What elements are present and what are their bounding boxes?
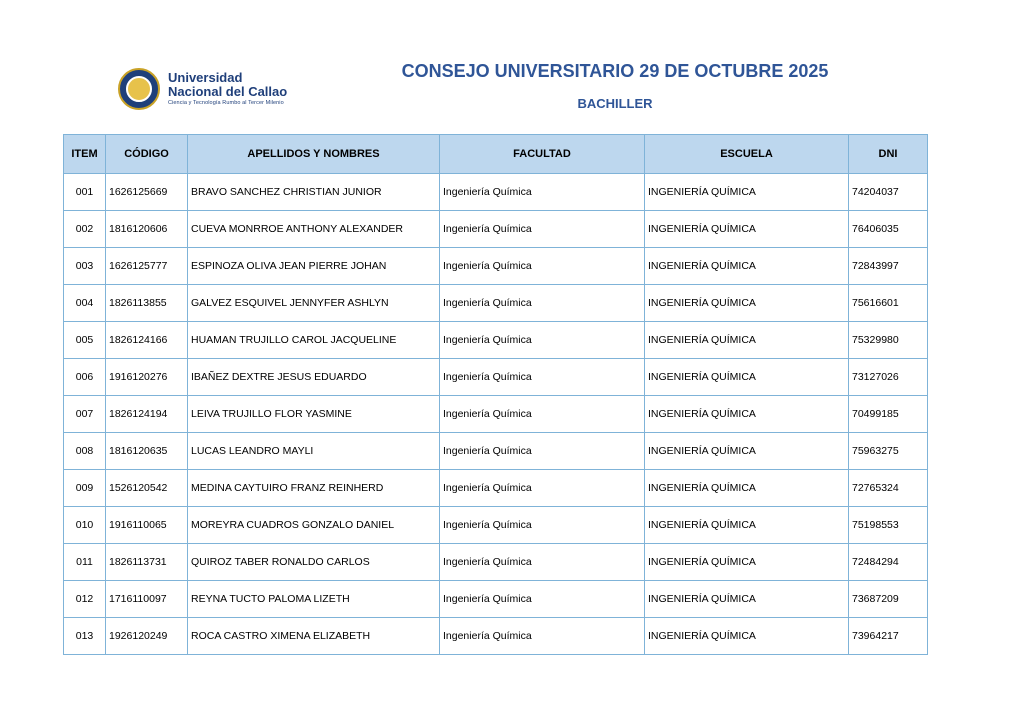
- cell-facultad: Ingeniería Química: [440, 618, 645, 655]
- cell-escuela: INGENIERÍA QUÍMICA: [645, 433, 849, 470]
- cell-codigo: 1526120542: [106, 470, 188, 507]
- cell-item: 004: [64, 285, 106, 322]
- cell-item: 012: [64, 581, 106, 618]
- cell-dni: 73964217: [849, 618, 928, 655]
- table-row: [64, 470, 928, 507]
- cell-nombre: IBAÑEZ DEXTRE JESUS EDUARDO: [188, 359, 440, 396]
- cell-dni: 76406035: [849, 211, 928, 248]
- page-title: CONSEJO UNIVERSITARIO 29 DE OCTUBRE 2025: [401, 61, 829, 81]
- cell-facultad: Ingeniería Química: [440, 544, 645, 581]
- graduates-table: [63, 134, 928, 655]
- cell-facultad: Ingeniería Química: [440, 581, 645, 618]
- cell-facultad: Ingeniería Química: [440, 322, 645, 359]
- cell-nombre: LUCAS LEANDRO MAYLI: [188, 433, 440, 470]
- cell-facultad: Ingeniería Química: [440, 507, 645, 544]
- table-row: [64, 396, 928, 433]
- column-header-escuela: ESCUELA: [645, 135, 849, 174]
- cell-facultad: Ingeniería Química: [440, 433, 645, 470]
- cell-nombre: ROCA CASTRO XIMENA ELIZABETH: [188, 618, 440, 655]
- cell-dni: 75198553: [849, 507, 928, 544]
- cell-codigo: 1716110097: [106, 581, 188, 618]
- cell-item: 007: [64, 396, 106, 433]
- cell-escuela: INGENIERÍA QUÍMICA: [645, 507, 849, 544]
- table-row: [64, 581, 928, 618]
- university-tagline: Ciencia y Tecnología Rumbo al Tercer Milenio: [168, 100, 284, 107]
- table-row: [64, 322, 928, 359]
- cell-dni: 75963275: [849, 433, 928, 470]
- cell-item: 011: [64, 544, 106, 581]
- table-header-row: [64, 135, 928, 174]
- column-header-facultad: FACULTAD: [440, 135, 645, 174]
- cell-escuela: INGENIERÍA QUÍMICA: [645, 544, 849, 581]
- cell-nombre: BRAVO SANCHEZ CHRISTIAN JUNIOR: [188, 174, 440, 211]
- cell-codigo: 1916110065: [106, 507, 188, 544]
- cell-item: 001: [64, 174, 106, 211]
- cell-dni: 74204037: [849, 174, 928, 211]
- column-header-codigo: CÓDIGO: [106, 135, 188, 174]
- cell-item: 003: [64, 248, 106, 285]
- table-row: [64, 285, 928, 322]
- table-row: [64, 174, 928, 211]
- university-logo: [118, 68, 287, 110]
- cell-codigo: 1916120276: [106, 359, 188, 396]
- cell-codigo: 1626125777: [106, 248, 188, 285]
- cell-dni: 73687209: [849, 581, 928, 618]
- cell-facultad: Ingeniería Química: [440, 285, 645, 322]
- cell-item: 005: [64, 322, 106, 359]
- cell-dni: 75329980: [849, 322, 928, 359]
- cell-dni: 73127026: [849, 359, 928, 396]
- table-row: [64, 618, 928, 655]
- cell-codigo: 1826113731: [106, 544, 188, 581]
- cell-facultad: Ingeniería Química: [440, 211, 645, 248]
- cell-item: 008: [64, 433, 106, 470]
- university-seal-icon: [118, 68, 160, 110]
- cell-item: 009: [64, 470, 106, 507]
- cell-facultad: Ingeniería Química: [440, 470, 645, 507]
- cell-nombre: CUEVA MONRROE ANTHONY ALEXANDER: [188, 211, 440, 248]
- cell-escuela: INGENIERÍA QUÍMICA: [645, 174, 849, 211]
- cell-dni: 75616601: [849, 285, 928, 322]
- table-row: [64, 248, 928, 285]
- cell-codigo: 1626125669: [106, 174, 188, 211]
- cell-escuela: INGENIERÍA QUÍMICA: [645, 618, 849, 655]
- cell-dni: 70499185: [849, 396, 928, 433]
- cell-facultad: Ingeniería Química: [440, 248, 645, 285]
- cell-item: 013: [64, 618, 106, 655]
- cell-dni: 72765324: [849, 470, 928, 507]
- cell-nombre: QUIROZ TABER RONALDO CARLOS: [188, 544, 440, 581]
- university-name-line2: Nacional del Callao: [168, 84, 288, 100]
- page-subtitle: BACHILLER: [577, 96, 653, 111]
- university-name-line1: Universidad: [168, 70, 243, 86]
- table-row: [64, 359, 928, 396]
- column-header-dni: DNI: [849, 135, 928, 174]
- cell-nombre: LEIVA TRUJILLO FLOR YASMINE: [188, 396, 440, 433]
- cell-item: 006: [64, 359, 106, 396]
- cell-codigo: 1926120249: [106, 618, 188, 655]
- cell-nombre: MEDINA CAYTUIRO FRANZ REINHERD: [188, 470, 440, 507]
- column-header-item: ITEM: [64, 135, 106, 174]
- cell-escuela: INGENIERÍA QUÍMICA: [645, 211, 849, 248]
- cell-facultad: Ingeniería Química: [440, 359, 645, 396]
- cell-codigo: 1816120606: [106, 211, 188, 248]
- cell-dni: 72484294: [849, 544, 928, 581]
- cell-escuela: INGENIERÍA QUÍMICA: [645, 285, 849, 322]
- cell-escuela: INGENIERÍA QUÍMICA: [645, 470, 849, 507]
- cell-codigo: 1826113855: [106, 285, 188, 322]
- logo-text: [168, 71, 287, 107]
- cell-item: 010: [64, 507, 106, 544]
- cell-codigo: 1816120635: [106, 433, 188, 470]
- cell-dni: 72843997: [849, 248, 928, 285]
- column-header-nombres: APELLIDOS Y NOMBRES: [188, 135, 440, 174]
- cell-nombre: MOREYRA CUADROS GONZALO DANIEL: [188, 507, 440, 544]
- cell-codigo: 1826124166: [106, 322, 188, 359]
- cell-nombre: ESPINOZA OLIVA JEAN PIERRE JOHAN: [188, 248, 440, 285]
- cell-escuela: INGENIERÍA QUÍMICA: [645, 396, 849, 433]
- cell-escuela: INGENIERÍA QUÍMICA: [645, 248, 849, 285]
- table-row: [64, 507, 928, 544]
- table-row: [64, 211, 928, 248]
- cell-item: 002: [64, 211, 106, 248]
- table-row: [64, 433, 928, 470]
- cell-codigo: 1826124194: [106, 396, 188, 433]
- cell-escuela: INGENIERÍA QUÍMICA: [645, 581, 849, 618]
- cell-facultad: Ingeniería Química: [440, 396, 645, 433]
- cell-escuela: INGENIERÍA QUÍMICA: [645, 359, 849, 396]
- table-row: [64, 544, 928, 581]
- cell-nombre: REYNA TUCTO PALOMA LIZETH: [188, 581, 440, 618]
- cell-nombre: HUAMAN TRUJILLO CAROL JACQUELINE: [188, 322, 440, 359]
- cell-nombre: GALVEZ ESQUIVEL JENNYFER ASHLYN: [188, 285, 440, 322]
- cell-facultad: Ingeniería Química: [440, 174, 645, 211]
- cell-escuela: INGENIERÍA QUÍMICA: [645, 322, 849, 359]
